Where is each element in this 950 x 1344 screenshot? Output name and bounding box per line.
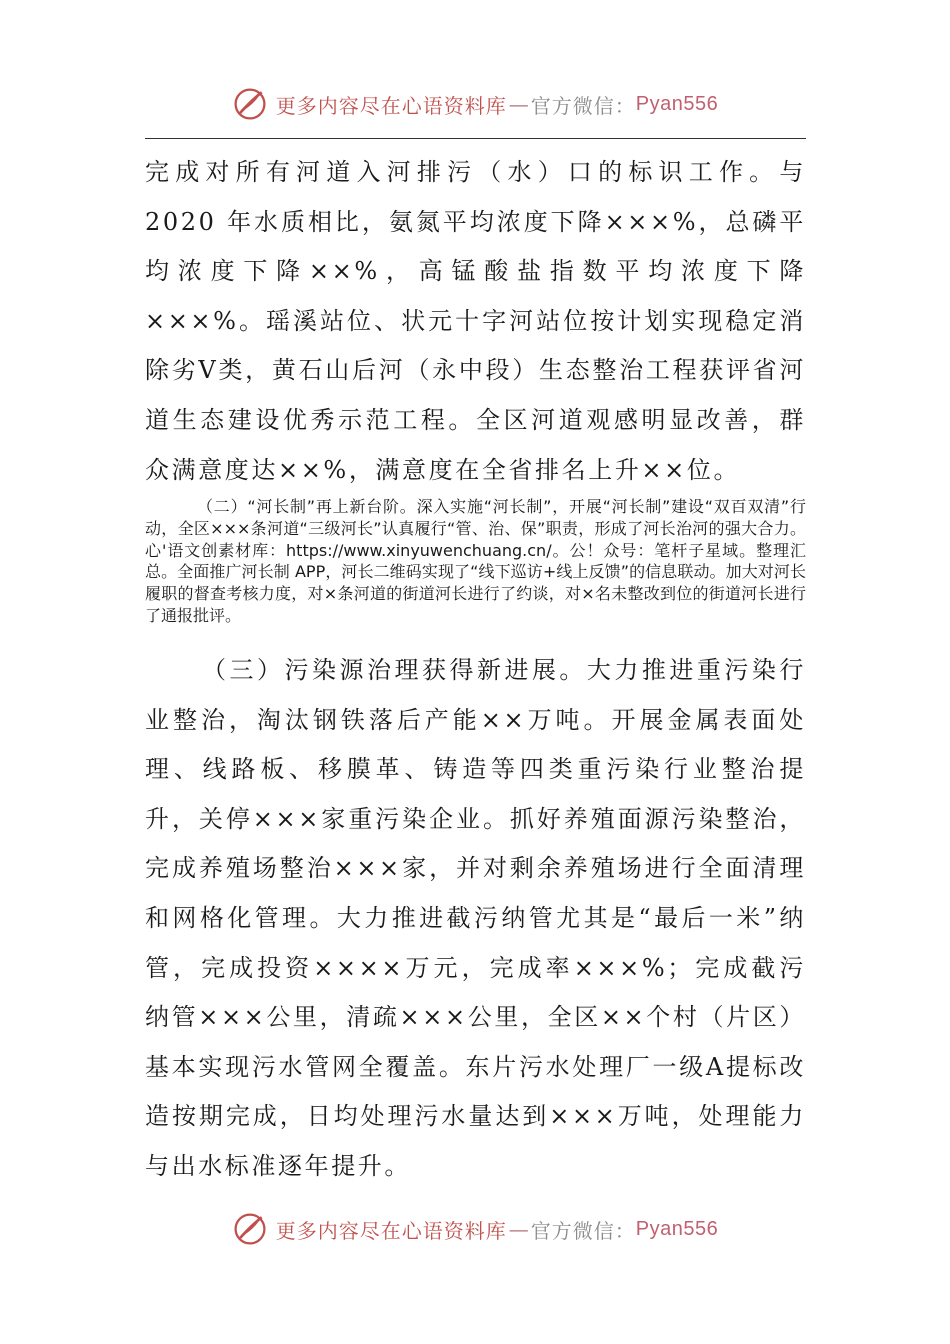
quill-logo-icon (232, 86, 268, 122)
header-watermark (0, 78, 950, 130)
watermark-wechat-id: Pyan556 (635, 1217, 719, 1240)
watermark-brand: 更多内容尽在心语资料库 (275, 1218, 507, 1243)
header-divider (145, 138, 806, 139)
watermark-dash: — (508, 92, 529, 116)
footer-watermark (0, 1203, 950, 1255)
paragraph-river-chief-system: （二）“河长制”再上新台阶。深入实施“河长制”，开展“河长制”建设“双百双清”行动，全区×××条河道“三级河长”认真履行“管、治、保”职责，形成了河长治河的强大合力。心'语文创素材库：https://www.xinyuwenchuang.cn/。公！众号：笔杆子星域。整理汇总。全面推广河长制 APP，河长二维码实现了“线下巡访+线上反馈”的信息联动。加大对河长履职的督查考核力度，对×条河道的街道河长进行了约谈，对×名未整改到位的街道河长进行了通报批评。 (145, 497, 806, 625)
quill-logo-icon (232, 1211, 268, 1247)
watermark-label: 官方微信： (530, 93, 636, 118)
watermark-brand: 更多内容尽在心语资料库 (275, 93, 507, 118)
paragraph-water-quality: 完成对所有河道入河排污（水）口的标识工作。与 2020 年水质相比，氨氮平均浓度下降×××%，总磷平均浓度下降××%，高锰酸盐指数平均浓度下降×××%。瑶溪站位、状元十字河站位按计划实现稳定消除劣Ⅴ类，黄石山后河（永中段）生态整治工程获评省河道生态建设优秀示范工程。全区河道观感明显改善，群众满意度达××%，满意度在全省排名上升××位。 (145, 158, 806, 484)
watermark-dash: — (508, 1217, 529, 1241)
watermark-label: 官方微信： (530, 1218, 636, 1243)
watermark-wechat-id: Pyan556 (635, 92, 719, 115)
paragraph-pollution-control: （三）污染源治理获得新进展。大力推进重污染行业整治，淘汰钢铁落后产能××万吨。开展金属表面处理、线路板、移膜革、铸造等四类重污染行业整治提升，关停×××家重污染企业。抓好养殖面源污染整治，完成养殖场整治×××家，并对剩余养殖场进行全面清理和网格化管理。大力推进截污纳管尤其是“最后一米”纳管，完成投资××××万元，完成率×××%；完成截污纳管×××公里，清疏×××公里，全区××个村（片区）基本实现污水管网全覆盖。东片污水处理厂一级A提标改造按期完成，日均处理污水量达到×××万吨，处理能力与出水标准逐年提升。 (145, 656, 806, 1180)
